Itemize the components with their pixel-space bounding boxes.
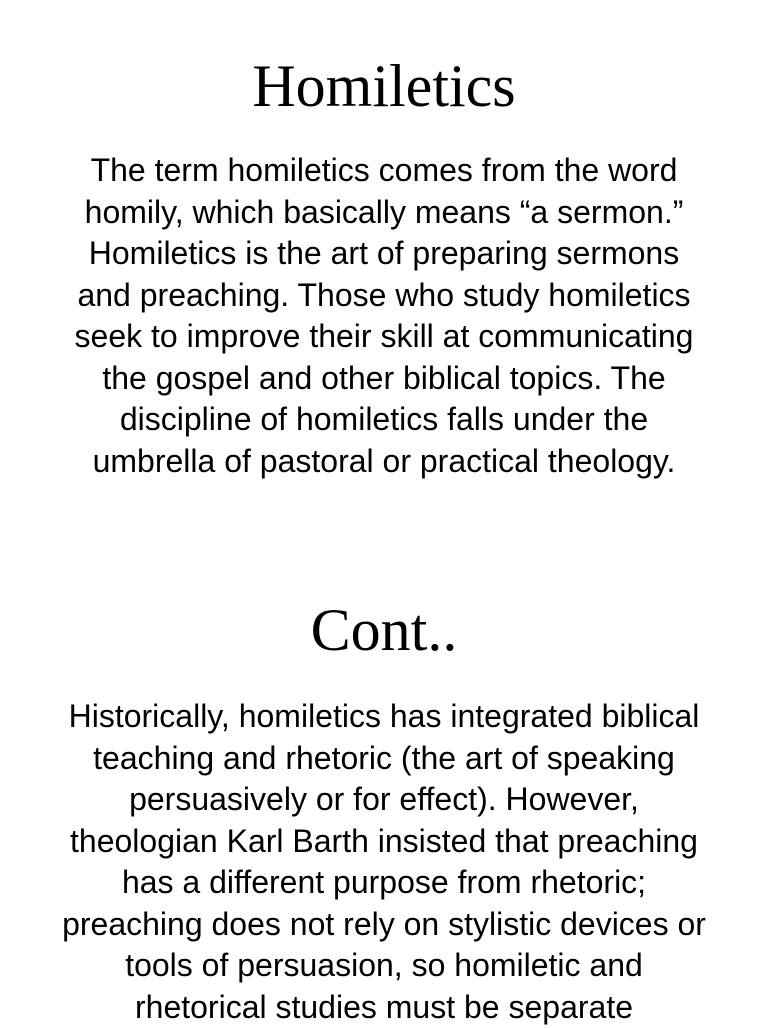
body-line: and preaching. Those who study homiletics <box>24 275 744 317</box>
body-line: The term homiletics comes from the word <box>24 150 744 192</box>
body-line: persuasively or for effect). However, <box>18 779 750 821</box>
body-line: tools of persuasion, so homiletic and <box>18 945 750 987</box>
slide-title: Homiletics <box>0 56 768 116</box>
slide-homiletics <box>0 0 768 512</box>
body-line: rhetorical studies must be separate <box>18 987 750 1028</box>
body-line: teaching and rhetoric (the art of speaking <box>18 738 750 780</box>
body-line: umbrella of pastoral or practical theology. <box>24 441 744 483</box>
body-line: seek to improve their skill at communicating <box>24 316 744 358</box>
body-line: Homiletics is the art of preparing sermons <box>24 233 744 275</box>
slide-cont <box>0 512 768 1024</box>
slide-body <box>18 696 750 1028</box>
body-line: discipline of homiletics falls under the <box>24 399 744 441</box>
body-line: has a different purpose from rhetoric; <box>18 862 750 904</box>
body-line: the gospel and other biblical topics. The <box>24 358 744 400</box>
body-line: homily, which basically means “a sermon.” <box>24 192 744 234</box>
slide-title: Cont.. <box>0 600 768 660</box>
body-line: preaching does not rely on stylistic devices or <box>18 904 750 946</box>
slide-body <box>24 150 744 482</box>
body-line: theologian Karl Barth insisted that preaching <box>18 821 750 863</box>
body-line: Historically, homiletics has integrated biblical <box>18 696 750 738</box>
